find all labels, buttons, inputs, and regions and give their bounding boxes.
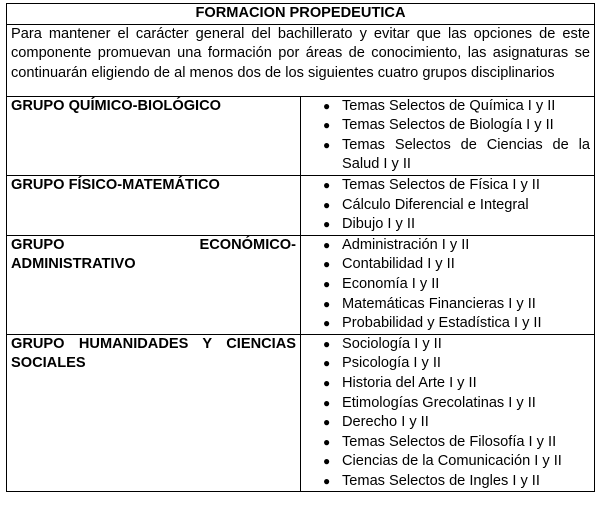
group-name-economico-administrativo: [7, 235, 301, 334]
bullet-icon: ●: [323, 118, 331, 133]
list-item: [305, 452, 590, 472]
subject-cell-humanidades: [301, 334, 595, 492]
subject-label: Dibujo I y II: [342, 216, 415, 233]
bullet-icon: ●: [323, 395, 331, 410]
subject-label: Derecho I y II: [342, 414, 429, 431]
subject-label: Historia del Arte I y II: [342, 374, 477, 391]
list-item: [305, 196, 590, 216]
subject-list: [305, 97, 590, 175]
bullet-icon: ●: [323, 473, 331, 488]
group-name-line: ADMINISTRATIVO: [11, 256, 136, 273]
list-item: [305, 472, 590, 492]
list-item: [305, 275, 590, 295]
title-row: [7, 4, 595, 25]
list-item: [305, 176, 590, 196]
bullet-icon: ●: [323, 375, 331, 390]
list-item: [305, 335, 590, 355]
bullet-icon: ●: [323, 434, 331, 449]
bullet-icon: ●: [323, 197, 331, 212]
subject-label: Sociología I y II: [342, 335, 442, 352]
list-item: [305, 433, 590, 453]
table-title: FORMACION PROPEDEUTICA: [7, 4, 595, 25]
subject-label: Matemáticas Financieras I y II: [342, 295, 536, 312]
group-name-line: [11, 236, 296, 256]
bullet-icon: ●: [323, 177, 331, 192]
list-item: [305, 394, 590, 414]
bullet-icon: ●: [323, 336, 331, 351]
subject-cell-fisico-matematico: [301, 175, 595, 235]
list-item: [305, 374, 590, 394]
list-item: [305, 314, 590, 334]
bullet-icon: ●: [323, 137, 331, 152]
subject-label: Etimologías Grecolatinas I y II: [342, 394, 536, 411]
subject-list: [305, 236, 590, 334]
list-item: [305, 295, 590, 315]
bullet-icon: ●: [323, 257, 331, 272]
subject-label: Psicología I y II: [342, 355, 441, 372]
bullet-icon: ●: [323, 296, 331, 311]
subject-label: Temas Selectos de Física I y II: [342, 176, 540, 193]
bullet-icon: ●: [323, 217, 331, 232]
subject-label: Contabilidad I y II: [342, 256, 455, 273]
group-name-fisico-matematico: GRUPO FÍSICO-MATEMÁTICO: [7, 175, 301, 235]
intro-row: [7, 24, 595, 96]
group-row-humanidades: [7, 334, 595, 492]
subject-label: Administración I y II: [342, 236, 470, 253]
subject-label: Cálculo Diferencial e Integral: [342, 196, 529, 213]
subject-label: Temas Selectos de Filosofía I y II: [342, 433, 557, 450]
list-item: [305, 97, 590, 117]
intro-cell: [7, 24, 595, 96]
group-name-quimico-biologico: GRUPO QUÍMICO-BIOLÓGICO: [7, 96, 301, 175]
group-row-economico-administrativo: [7, 235, 595, 334]
list-item: [305, 116, 590, 136]
bullet-icon: ●: [323, 454, 331, 469]
bullet-icon: ●: [323, 356, 331, 371]
group-name-humanidades: GRUPO HUMANIDADES Y CIENCIAS SOCIALES: [7, 334, 301, 492]
list-item: [305, 354, 590, 374]
group-row-quimico-biologico: [7, 96, 595, 175]
subject-label: Temas Selectos de Ingles I y II: [342, 472, 540, 489]
subject-cell-quimico-biologico: [301, 96, 595, 175]
list-item: [305, 215, 590, 235]
group-name-part: GRUPO ECONÓMICO-: [11, 236, 296, 253]
subject-list: [305, 335, 590, 492]
subject-label: Temas Selectos de Química I y II: [342, 97, 556, 114]
bullet-icon: ●: [323, 316, 331, 331]
list-item: [305, 136, 590, 175]
list-item: [305, 255, 590, 275]
group-row-fisico-matematico: [7, 175, 595, 235]
bullet-icon: ●: [323, 237, 331, 252]
subject-label: Probabilidad y Estadística I y II: [342, 315, 542, 332]
propedeutic-table: [6, 3, 595, 492]
subject-label: Ciencias de la Comunicación I y II: [342, 453, 562, 470]
subject-label: Temas Selectos de Biología I y II: [342, 117, 554, 134]
bullet-icon: ●: [323, 276, 331, 291]
intro-paragraph: Para mantener el carácter general del bachillerato y evitar que las opciones de este componente promuevan una formación por áreas de conocimiento, las asignaturas se continuarán eligiendo de al menos dos de los siguientes cuatro grupos disciplinarios: [11, 25, 590, 81]
bullet-icon: ●: [323, 98, 331, 113]
subject-cell-economico-administrativo: [301, 235, 595, 334]
subject-label: Economía I y II: [342, 275, 440, 292]
subject-list: [305, 176, 590, 235]
list-item: [305, 413, 590, 433]
subject-label: Temas Selectos de Ciencias de la Salud I y II: [342, 136, 590, 173]
bullet-icon: ●: [323, 415, 331, 430]
list-item: [305, 236, 590, 256]
